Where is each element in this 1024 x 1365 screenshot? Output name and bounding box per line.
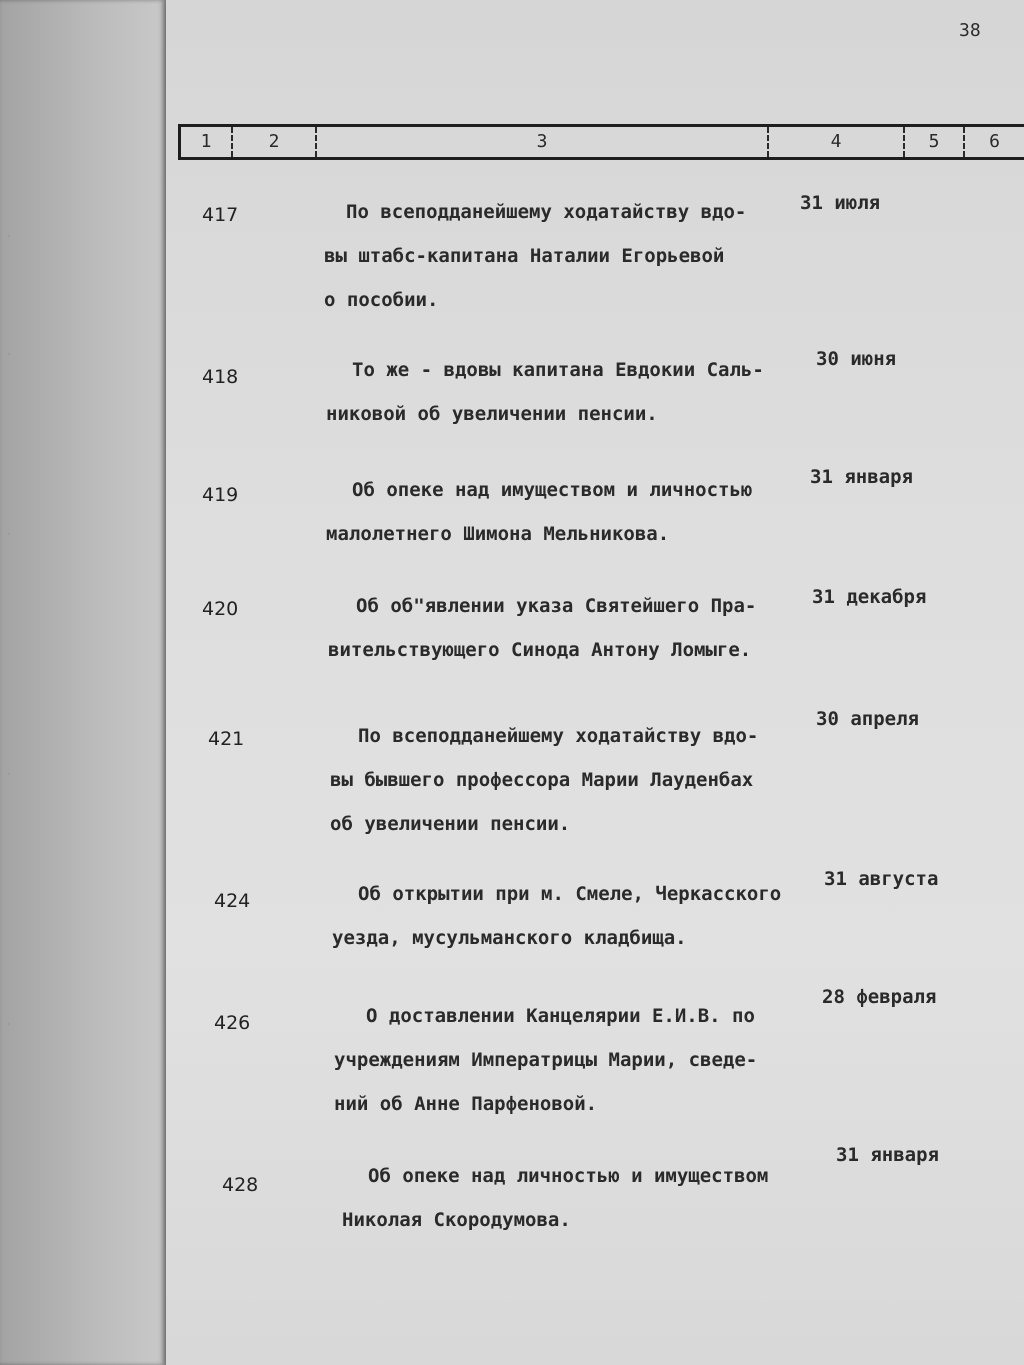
record-description-line: Об опеке над личностью и имуществом <box>368 1165 769 1187</box>
record-date: 31 декабря <box>812 586 927 608</box>
record-description-line: никовой об увеличении пенсии. <box>326 403 658 425</box>
record-description-line: ний об Анне Парфеновой. <box>334 1093 598 1115</box>
record-date: 31 января <box>810 466 913 488</box>
record-number: 418 <box>202 366 239 388</box>
record-description-line: уезда, мусульманского кладбища. <box>332 927 687 949</box>
record-description-line: О доставлении Канцелярии Е.И.В. по <box>366 1005 755 1027</box>
record-description-line: По всеподданейшему ходатайству вдо- <box>358 725 759 747</box>
header-col-4: 4 <box>769 127 905 157</box>
ghost-text: . <box>4 760 14 779</box>
record-description-line: вы бывшего профессора Марии Лауденбах <box>330 769 754 791</box>
page-number: 38 <box>959 20 981 41</box>
header-col-3: 3 <box>317 127 769 157</box>
ghost-text: . <box>4 222 14 241</box>
record-description-line: о пособии. <box>324 289 439 311</box>
record-date: 31 января <box>836 1144 939 1166</box>
header-col-6: 6 <box>989 131 1000 152</box>
header-col-2: 2 <box>233 127 317 157</box>
record-description-line: учреждениям Императрицы Марии, сведе- <box>334 1049 758 1071</box>
underlying-page-edge <box>0 0 166 1365</box>
ghost-text: . <box>4 340 14 359</box>
record-description-line: Об опеке над имуществом и личностью <box>352 479 753 501</box>
record-date: 30 июня <box>816 348 897 370</box>
record-number: 424 <box>214 890 251 912</box>
record-number: 419 <box>202 484 239 506</box>
record-date: 30 апреля <box>816 708 919 730</box>
record-number: 421 <box>208 728 245 750</box>
record-number: 417 <box>202 204 239 226</box>
record-description-line: То же - вдовы капитана Евдокии Саль- <box>352 359 764 381</box>
record-description-line: вительствующего Синода Антону Ломыге. <box>328 639 752 661</box>
record-description-line: Об об"явлении указа Святейшего Пра- <box>356 595 757 617</box>
record-date: 31 августа <box>824 868 939 890</box>
record-number: 426 <box>214 1012 251 1034</box>
record-number: 420 <box>202 598 239 620</box>
record-description-line: малолетнего Шимона Мельникова. <box>326 523 670 545</box>
record-date: 28 февраля <box>822 986 937 1008</box>
record-description-line: По всеподданейшему ходатайству вдо- <box>346 201 747 223</box>
header-col-1: 1 <box>181 127 233 157</box>
record-description-line: Николая Скородумова. <box>342 1209 571 1231</box>
record-description-line: вы штабс-капитана Наталии Егорьевой <box>324 245 725 267</box>
record-date: 31 июля <box>800 192 881 214</box>
record-number: 428 <box>222 1174 259 1196</box>
record-description-line: об увеличении пенсии. <box>330 813 571 835</box>
ghost-text: . <box>4 520 14 539</box>
column-header-table <box>178 124 1024 160</box>
header-col-5: 5 <box>905 127 965 157</box>
record-description-line: Об открытии при м. Смеле, Черкасского <box>358 883 782 905</box>
archive-page <box>166 0 1024 1365</box>
ghost-text: . <box>4 1010 14 1029</box>
